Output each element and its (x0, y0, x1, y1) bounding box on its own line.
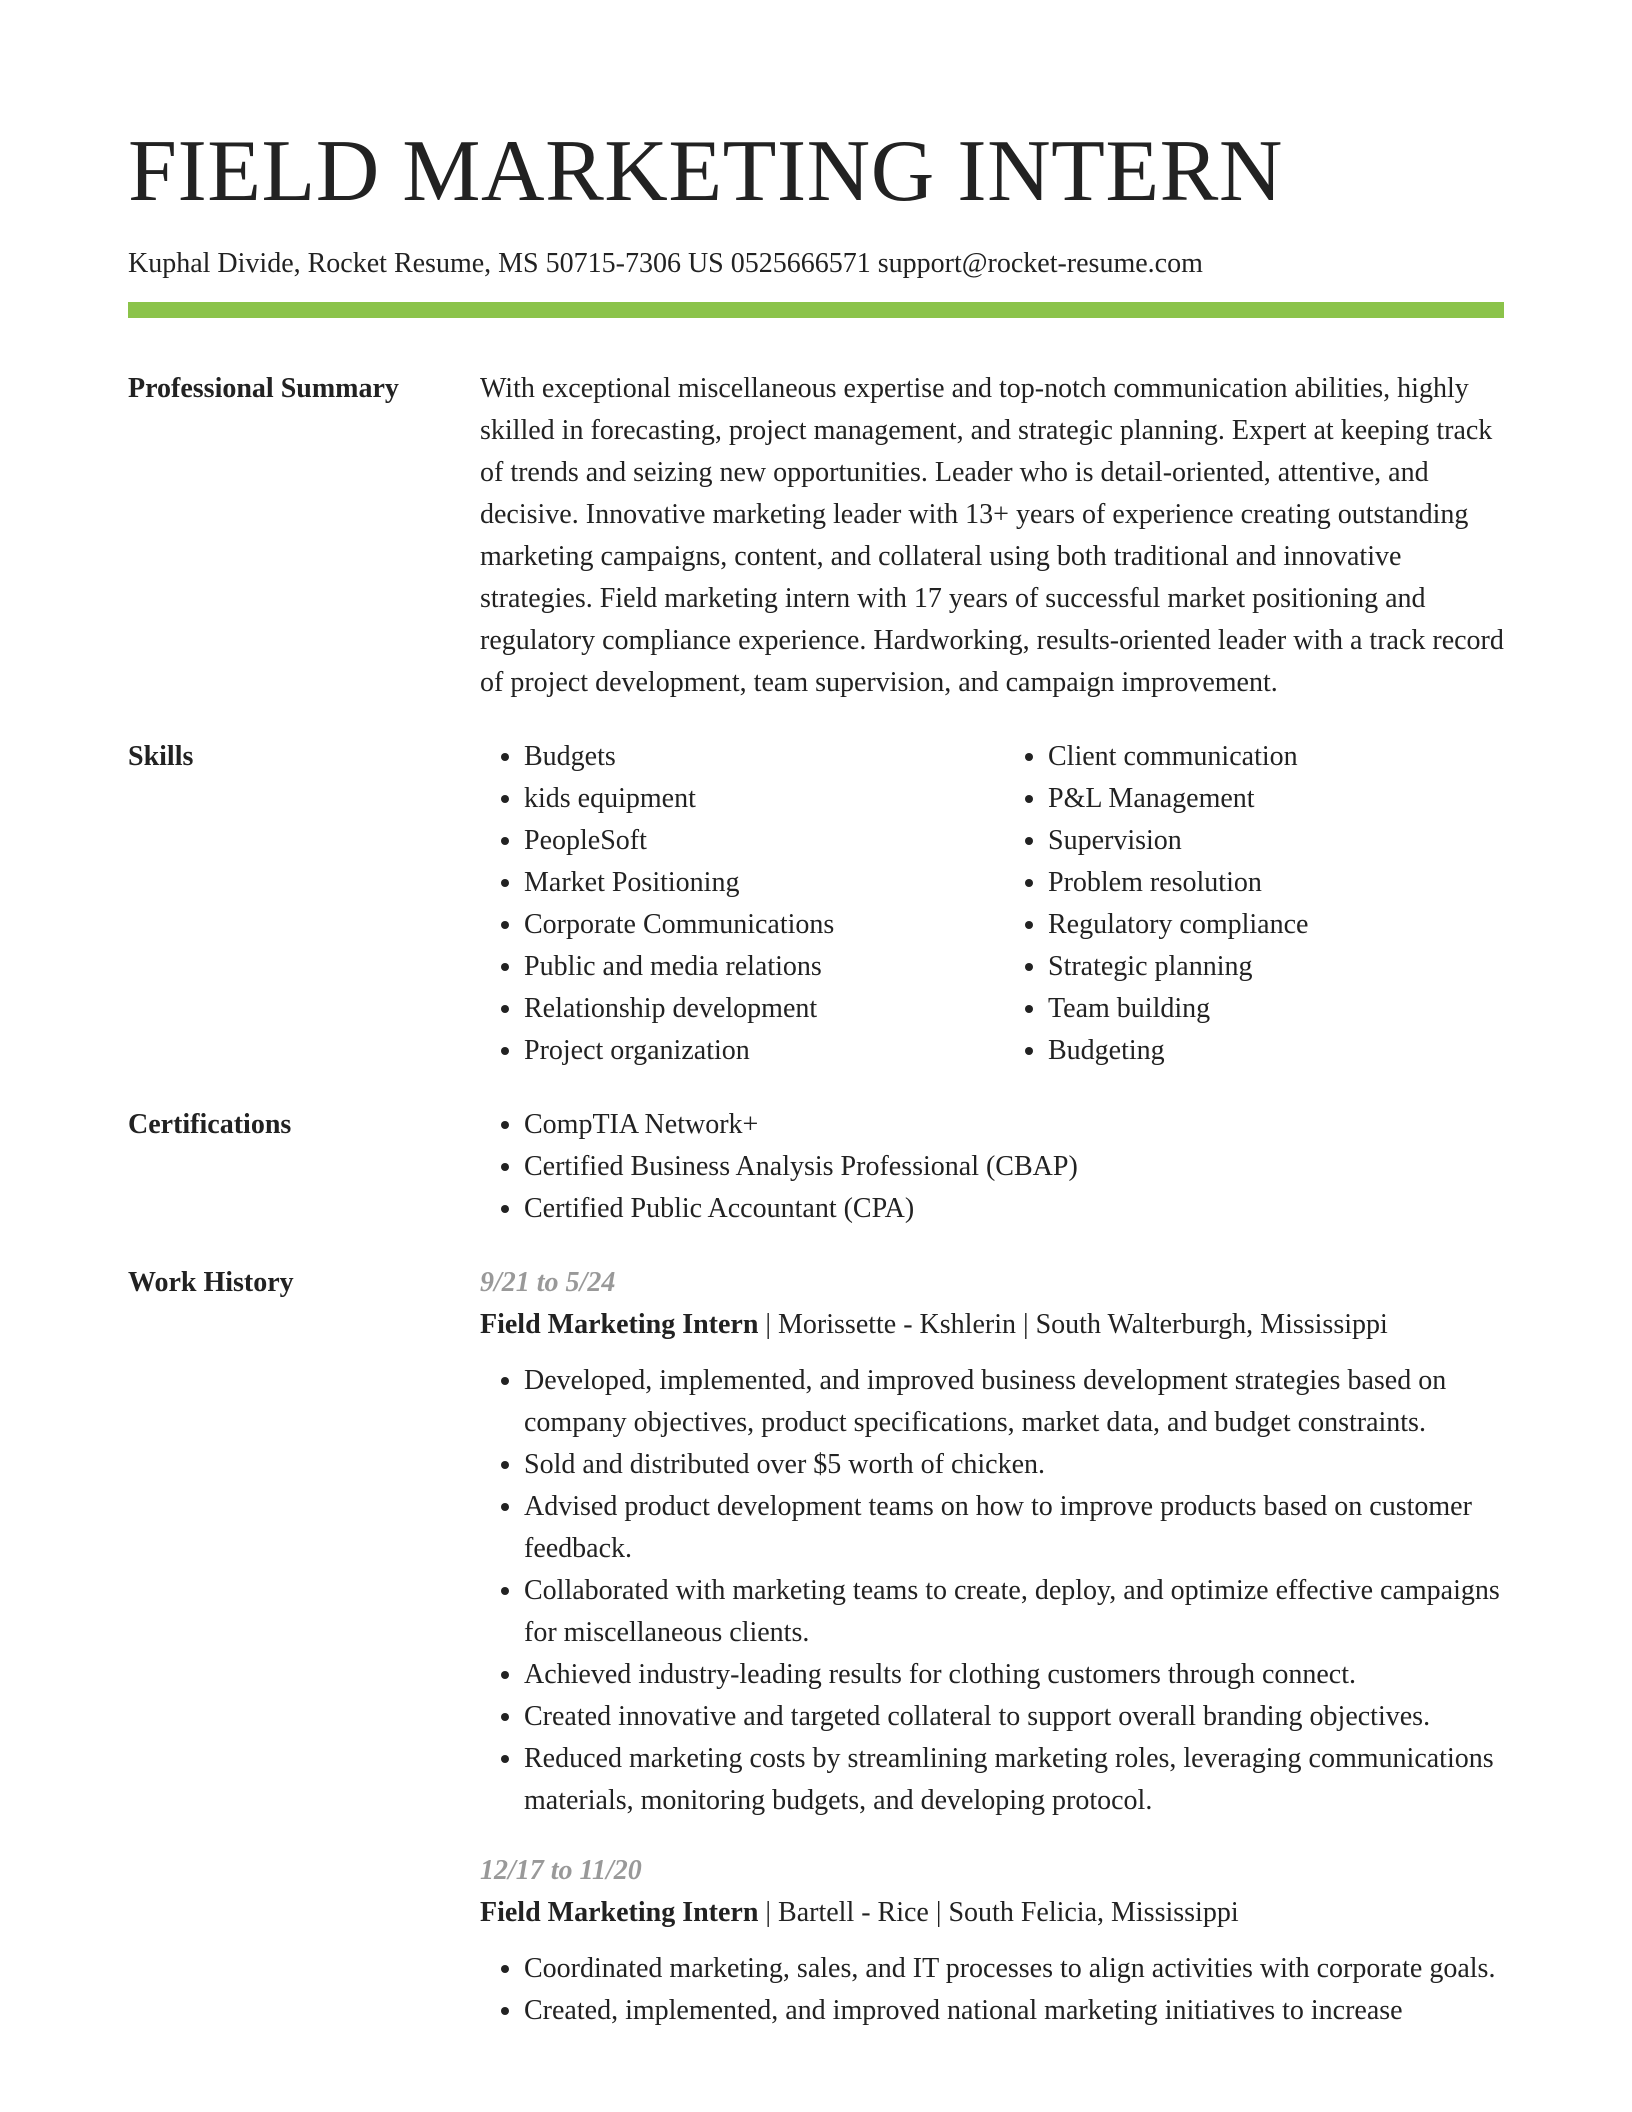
work-history-body (480, 1262, 1504, 2060)
job-bullets (480, 1360, 1504, 1822)
job-title: Field Marketing Intern (480, 1897, 759, 1928)
skill-item: • Team building (1048, 988, 1508, 1030)
skill-item: • Regulatory compliance (1048, 904, 1508, 946)
skill-item: • Project organization (524, 1030, 984, 1072)
skill-item: • P&L Management (1048, 778, 1508, 820)
job-bullet: • Reduced marketing costs by streamlining marketing roles, leveraging communications materials, monitoring budgets, and developing protocol. (524, 1738, 1504, 1822)
job-title: Field Marketing Intern (480, 1309, 759, 1340)
job-heading (480, 1892, 1504, 1934)
contact-line: Kuphal Divide, Rocket Resume, MS 50715-7306 US 0525666571 support@rocket-resume.com (128, 248, 1203, 279)
certifications-body (480, 1104, 1504, 1230)
job-bullet: • Coordinated marketing, sales, and IT processes to align activities with corporate goals. (524, 1948, 1504, 1990)
job-bullet: • Sold and distributed over $5 worth of chicken. (524, 1444, 1504, 1486)
certifications-section (128, 1104, 1504, 1230)
skill-item: • Relationship development (524, 988, 984, 1030)
skill-item: • Budgeting (1048, 1030, 1508, 1072)
resume-name: FIELD MARKETING INTERN (128, 123, 1283, 220)
job-bullet: • Advised product development teams on how to improve products based on customer feedback. (524, 1486, 1504, 1570)
skill-item: • PeopleSoft (524, 820, 984, 862)
skills-body (480, 736, 1504, 1072)
job-bullet: • Developed, implemented, and improved business development strategies based on company objectives, product specifications, market data, and budget constraints. (524, 1360, 1504, 1444)
accent-divider (128, 302, 1504, 318)
job-bullet: • Created, implemented, and improved national marketing initiatives to increase (524, 1990, 1504, 2032)
skill-item: • Market Positioning (524, 862, 984, 904)
skill-item: • Client communication (1048, 736, 1508, 778)
job-employer-location: | Bartell - Rice | South Felicia, Mississippi (758, 1897, 1239, 1928)
skill-item: • Budgets (524, 736, 984, 778)
job-heading (480, 1304, 1504, 1346)
skills-section (128, 736, 1504, 1072)
section-title-summary: Professional Summary (128, 373, 399, 404)
job-bullet: • Created innovative and targeted collateral to support overall branding objectives. (524, 1696, 1504, 1738)
section-title-work-history: Work History (128, 1267, 294, 1298)
section-title-skills: Skills (128, 741, 194, 772)
summary-body (480, 368, 1504, 704)
certifications-list (480, 1104, 1504, 1230)
job-bullets (480, 1948, 1504, 2032)
skill-item: • Problem resolution (1048, 862, 1508, 904)
job-entry (480, 1850, 1504, 2032)
section-title-certifications: Certifications (128, 1109, 292, 1140)
job-bullet: • Collaborated with marketing teams to create, deploy, and optimize effective campaigns for miscellaneous clients. (524, 1570, 1504, 1654)
skills-list-right (1004, 736, 1508, 1072)
job-dates: 9/21 to 5/24 (480, 1267, 616, 1298)
certification-item: • Certified Business Analysis Professional (CBAP) (524, 1146, 1504, 1188)
certification-item: • CompTIA Network+ (524, 1104, 1504, 1146)
skill-item: • Supervision (1048, 820, 1508, 862)
job-bullet: • Achieved industry-leading results for clothing customers through connect. (524, 1654, 1504, 1696)
certification-item: • Certified Public Accountant (CPA) (524, 1188, 1504, 1230)
job-entry (480, 1262, 1504, 1822)
job-employer-location: | Morissette - Kshlerin | South Walterburgh, Mississippi (758, 1309, 1388, 1340)
skill-item: • kids equipment (524, 778, 984, 820)
skill-item: • Strategic planning (1048, 946, 1508, 988)
summary-section (128, 368, 1504, 704)
work-history-section (128, 1262, 1504, 2060)
skill-item: • Corporate Communications (524, 904, 984, 946)
skill-item: • Public and media relations (524, 946, 984, 988)
resume-page (128, 0, 1504, 2060)
skills-list-left (480, 736, 984, 1072)
job-dates: 12/17 to 11/20 (480, 1855, 642, 1886)
summary-text: With exceptional miscellaneous expertise and top-notch communication abilities, highly skilled in forecasting, project management, and strategic planning. Expert at keeping track of trends and seizing new opportunities. Leader who is detail-oriented, attentive, and decisive. Innovative marketing leader with 13+ years of experience creating outstanding marketing campaigns, content, and collateral using both traditional and innovative strategies. Field marketing intern with 17 years of successful market positioning and regulatory compliance experience. Hardworking, results-oriented leader with a track record of project development, team supervision, and campaign improvement. (480, 373, 1504, 698)
